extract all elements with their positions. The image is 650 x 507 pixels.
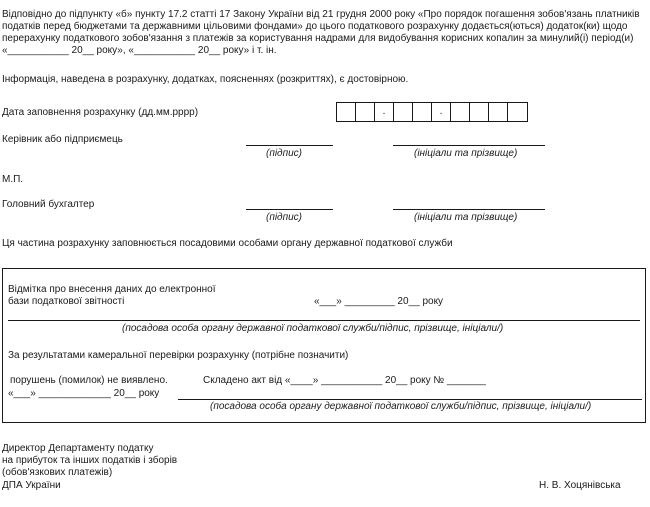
mark-label-line1: Відмітка про внесення даних до електронної bbox=[8, 284, 216, 295]
accountant-name-caption: (ініціали та прізвище) bbox=[414, 212, 518, 223]
act-drawn-option[interactable]: Складено акт від «____» ___________ 20__ року № _______ bbox=[203, 375, 486, 386]
accountant-signature-caption: (підпис) bbox=[266, 212, 302, 223]
mark-label-line2: бази податкової звітності bbox=[8, 296, 125, 307]
date-fill-boxes[interactable] bbox=[336, 102, 528, 122]
date-cell[interactable] bbox=[394, 103, 413, 121]
accountant-signature-line[interactable] bbox=[246, 209, 333, 210]
head-name-caption: (ініціали та прізвище) bbox=[414, 148, 518, 159]
date-separator: . bbox=[432, 103, 451, 121]
director-line2: на прибуток та інших податків і зборів bbox=[2, 455, 178, 466]
director-line4: ДПА України bbox=[2, 480, 61, 491]
accuracy-statement: Інформація, наведена в розрахунку, додатках, поясненнях (розкриттях), є достовірною. bbox=[2, 74, 409, 85]
check-label: За результатами камеральної перевірки розрахунку (потрібне позначити) bbox=[8, 350, 349, 361]
head-label: Керівник або підприємець bbox=[2, 134, 123, 145]
director-name: Н. В. Хоцянівська bbox=[539, 480, 621, 491]
no-violations-option[interactable]: порушень (помилок) не виявлено. bbox=[10, 375, 168, 386]
intro-paragraph: Відповідно до підпункту «б» пункту 17.2 статті 17 Закону України від 21 грудня 2000 року «Про порядок погашення зобов'язань платників податків перед бюджетами та державними цільовими фондами» до цього податкового розрахунку додається(ються) додаток(ки) щодо перерахунку податкового зобов'язання з платежів за користування надрами для видобування корисних копалин за минулий(і) період(и) «___________ 20__ року», «___________ 20__ року» і т. ін. bbox=[2, 9, 640, 56]
director-line1: Директор Департаменту податку bbox=[2, 443, 154, 454]
date-separator: . bbox=[375, 103, 394, 121]
tax-service-note: Ця частина розрахунку заповнюється посадовими особами органу державної податкової служби bbox=[2, 238, 453, 249]
date-cell[interactable] bbox=[470, 103, 489, 121]
date-cell[interactable] bbox=[489, 103, 508, 121]
director-line3: (обов'язкових платежів) bbox=[2, 467, 113, 478]
stamp-label: М.П. bbox=[2, 174, 24, 185]
official-caption-2: (посадова особа органу державної податкової служби/підпис, прізвище, ініціали/) bbox=[210, 401, 592, 412]
head-name-line[interactable] bbox=[393, 145, 545, 146]
official-line-2[interactable] bbox=[178, 399, 642, 400]
date-cell[interactable] bbox=[356, 103, 375, 121]
mark-date[interactable]: «___» _________ 20__ року bbox=[314, 296, 444, 307]
date-cell[interactable] bbox=[413, 103, 432, 121]
date-cell[interactable] bbox=[451, 103, 470, 121]
date-cell[interactable] bbox=[337, 103, 356, 121]
date-fill-label: Дата заповнення розрахунку (дд.мм.рррр) bbox=[2, 107, 199, 118]
official-line[interactable] bbox=[8, 320, 640, 321]
date-cell[interactable] bbox=[508, 103, 527, 121]
head-signature-line[interactable] bbox=[246, 145, 333, 146]
check-date[interactable]: «___» _____________ 20__ року bbox=[8, 388, 160, 399]
accountant-name-line[interactable] bbox=[393, 209, 545, 210]
accountant-label: Головний бухгалтер bbox=[2, 199, 95, 210]
official-caption: (посадова особа органу державної податкової служби/підпис, прізвище, ініціали/) bbox=[122, 323, 504, 334]
head-signature-caption: (підпис) bbox=[266, 148, 302, 159]
